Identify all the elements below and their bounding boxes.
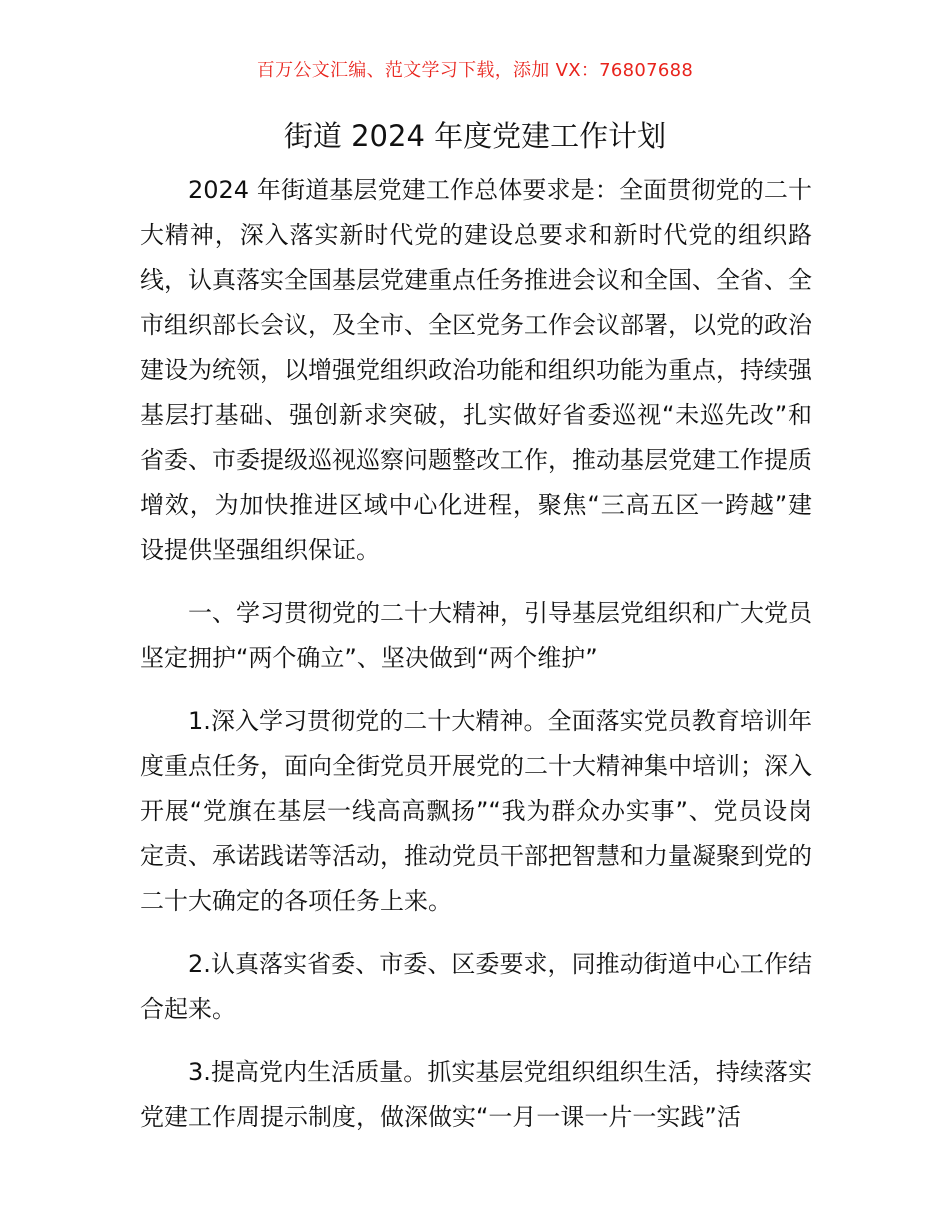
paragraph-item-3: 3.提高党内生活质量。抓实基层党组织组织生活，持续落实党建工作周提示制度，做深做实“一月一课一片一实践”活 bbox=[140, 1058, 812, 1131]
document-body bbox=[140, 168, 812, 1140]
paragraph-item-1: 1.深入学习贯彻党的二十大精神。全面落实党员教育培训年度重点任务，面向全街党员开展党的二十大精神集中培训；深入开展“党旗在基层一线高高飘扬”“我为群众办实事”、党员设岗定责、承诺践诺等活动，推动党员干部把智慧和力量凝聚到党的二十大确定的各项任务上来。 bbox=[140, 707, 812, 915]
paragraph-overview: 2024 年街道基层党建工作总体要求是：全面贯彻党的二十大精神，深入落实新时代党的建设总要求和新时代党的组织路线，认真落实全国基层党建重点任务推进会议和全国、全省、全市组织部长会议，及全市、全区党务工作会议部署，以党的政治建设为统领，以增强党组织政治功能和组织功能为重点，持续强基层打基础、强创新求突破，扎实做好省委巡视“未巡先改”和省委、市委提级巡视巡察问题整改工作，推动基层党建工作提质增效，为加快推进区域中心化进程，聚焦“三高五区一跨越”建设提供坚强组织保证。 bbox=[140, 176, 812, 564]
document-title: 街道 2024 年度党建工作计划 bbox=[283, 119, 667, 153]
paragraph-item-2: 2.认真落实省委、市委、区委要求，同推动街道中心工作结合起来。 bbox=[140, 950, 812, 1023]
header-watermark-note: 百万公文汇编、范文学习下载，添加 VX：76807688 bbox=[256, 60, 694, 81]
paragraph-section-one-heading: 一、学习贯彻党的二十大精神，引导基层党组织和广大党员坚定拥护“两个确立”、坚决做到“两个维护” bbox=[140, 599, 812, 672]
